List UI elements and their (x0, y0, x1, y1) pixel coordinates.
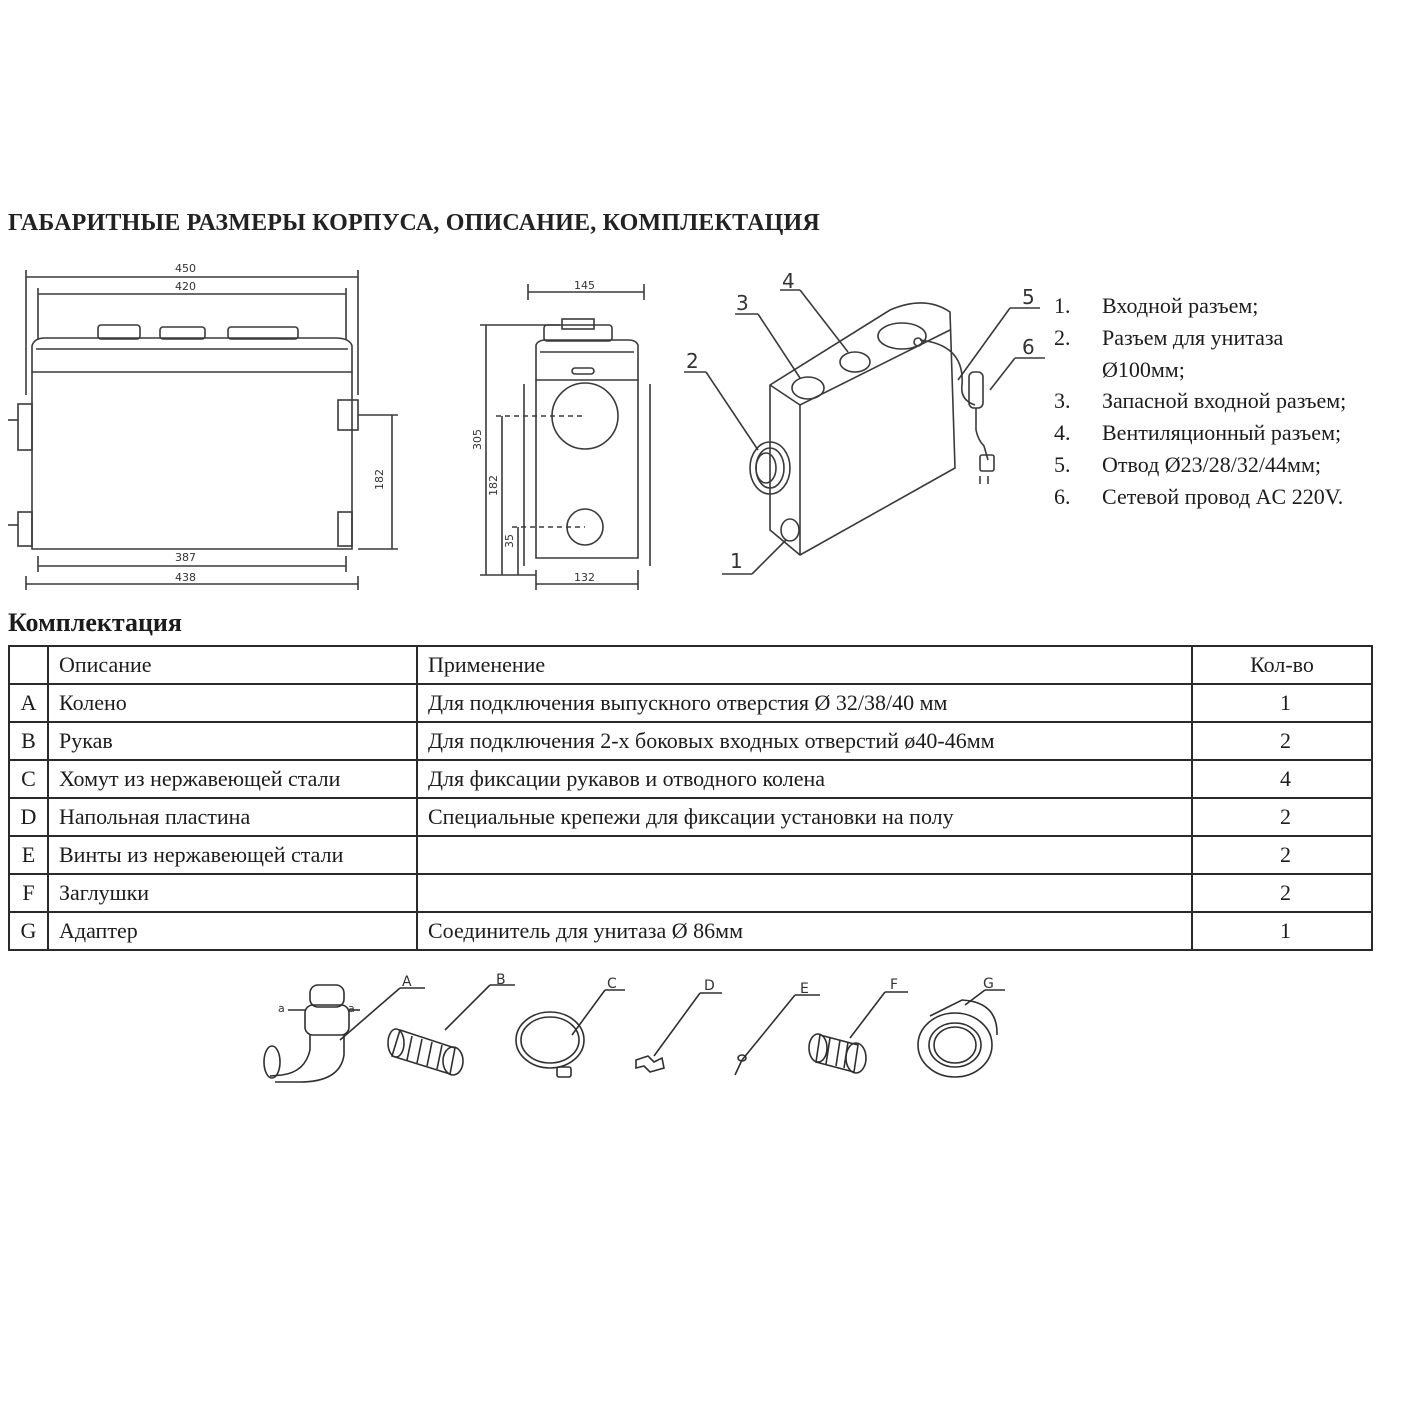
side-dim-bottom: 132 (574, 571, 595, 584)
legend-item: 1. Входной разъем; (1054, 293, 1259, 318)
part-a-elbow (264, 985, 425, 1082)
cell-letter: G (9, 912, 48, 950)
cell-letter: C (9, 760, 48, 798)
cell-application (417, 874, 1192, 912)
side-dim-height: 305 (471, 429, 484, 450)
cell-application: Для подключения выпускного отверстия Ø 32/38/40 мм (417, 684, 1192, 722)
legend-item: 3. Запасной входной разъем; (1054, 388, 1347, 414)
parts-table (8, 645, 1373, 951)
section-title: Комплектация (8, 608, 182, 637)
header-application: Применение (417, 646, 1192, 684)
table-header-row (9, 646, 1372, 684)
legend-item: 4. Вентиляционный разъем; (1054, 420, 1342, 446)
part-label-d: D (704, 978, 715, 994)
cell-description: Напольная пластина (48, 798, 417, 836)
side-dim-mid: 182 (487, 475, 500, 496)
legend-item: 6. Сетевой провод AC 220V. (1054, 483, 1344, 509)
cell-quantity: 1 (1192, 684, 1372, 722)
cell-application: Для подключения 2-х боковых входных отверстий ø40-46мм (417, 722, 1192, 760)
page-title: ГАБАРИТНЫЕ РАЗМЕРЫ КОРПУСА, ОПИСАНИЕ, КОМПЛЕКТАЦИЯ (8, 210, 820, 236)
part-e-screw (735, 995, 820, 1075)
callout-4: 4 (782, 269, 795, 293)
part-g-adapter (918, 990, 1005, 1077)
part-b-sleeve (388, 985, 515, 1075)
cell-application (417, 836, 1192, 874)
part-label-e: E (800, 981, 809, 997)
elbow-mark-left: a (278, 1002, 285, 1015)
side-dim-top: 145 (574, 279, 595, 292)
cell-description: Заглушки (48, 874, 417, 912)
cell-quantity: 2 (1192, 836, 1372, 874)
cell-letter: F (9, 874, 48, 912)
cell-application: Соединитель для унитаза Ø 86мм (417, 912, 1192, 950)
callout-2: 2 (686, 349, 699, 373)
table-row (9, 760, 1372, 798)
cell-description: Рукав (48, 722, 417, 760)
cell-letter: A (9, 684, 48, 722)
front-dim-top-outer: 450 (175, 262, 196, 275)
isometric-view-drawing (684, 290, 1045, 574)
table-row (9, 874, 1372, 912)
table-row (9, 836, 1372, 874)
table-row (9, 912, 1372, 950)
side-dim-low: 35 (503, 534, 516, 548)
accessory-parts-drawing (0, 965, 1402, 1095)
cell-quantity: 1 (1192, 912, 1372, 950)
legend-item: 2. Разъем для унитаза (1054, 324, 1284, 350)
part-label-a: A (402, 974, 412, 990)
cell-quantity: 2 (1192, 798, 1372, 836)
cell-application: Для фиксации рукавов и отводного колена (417, 760, 1192, 798)
cell-letter: D (9, 798, 48, 836)
front-dim-height: 182 (373, 469, 386, 490)
header-letter (9, 646, 48, 684)
front-dim-top-inner: 420 (175, 280, 196, 293)
front-dim-bottom-inner: 387 (175, 551, 196, 564)
elbow-mark-right: a (348, 1002, 355, 1015)
table-row (9, 722, 1372, 760)
legend-item: 5. Отвод Ø23/28/32/44мм; (1054, 451, 1321, 477)
callout-1: 1 (730, 549, 743, 573)
callout-3: 3 (736, 291, 749, 315)
header-quantity: Кол-во (1192, 646, 1372, 684)
callout-6: 6 (1022, 335, 1035, 359)
table-row (9, 798, 1372, 836)
cell-application: Специальные крепежи для фиксации установки на полу (417, 798, 1192, 836)
part-label-b: B (496, 972, 506, 988)
part-f-plug (809, 992, 908, 1073)
cell-description: Колено (48, 684, 417, 722)
part-label-f: F (890, 977, 899, 993)
part-label-c: C (607, 976, 617, 992)
legend-item: Ø100мм; (1102, 356, 1185, 382)
part-label-g: G (983, 976, 994, 992)
header-description: Описание (48, 646, 417, 684)
cell-letter: B (9, 722, 48, 760)
cell-description: Хомут из нержавеющей стали (48, 760, 417, 798)
cell-quantity: 4 (1192, 760, 1372, 798)
callout-5: 5 (1022, 285, 1035, 309)
component-legend (1054, 290, 1346, 513)
cell-quantity: 2 (1192, 722, 1372, 760)
cell-description: Адаптер (48, 912, 417, 950)
front-view-drawing (8, 270, 398, 590)
front-dim-bottom-outer: 438 (175, 571, 196, 584)
cell-description: Винты из нержавеющей стали (48, 836, 417, 874)
cell-quantity: 2 (1192, 874, 1372, 912)
part-d-floor-plate (636, 993, 722, 1072)
table-row (9, 684, 1372, 722)
cell-letter: E (9, 836, 48, 874)
part-c-clamp (516, 990, 625, 1077)
